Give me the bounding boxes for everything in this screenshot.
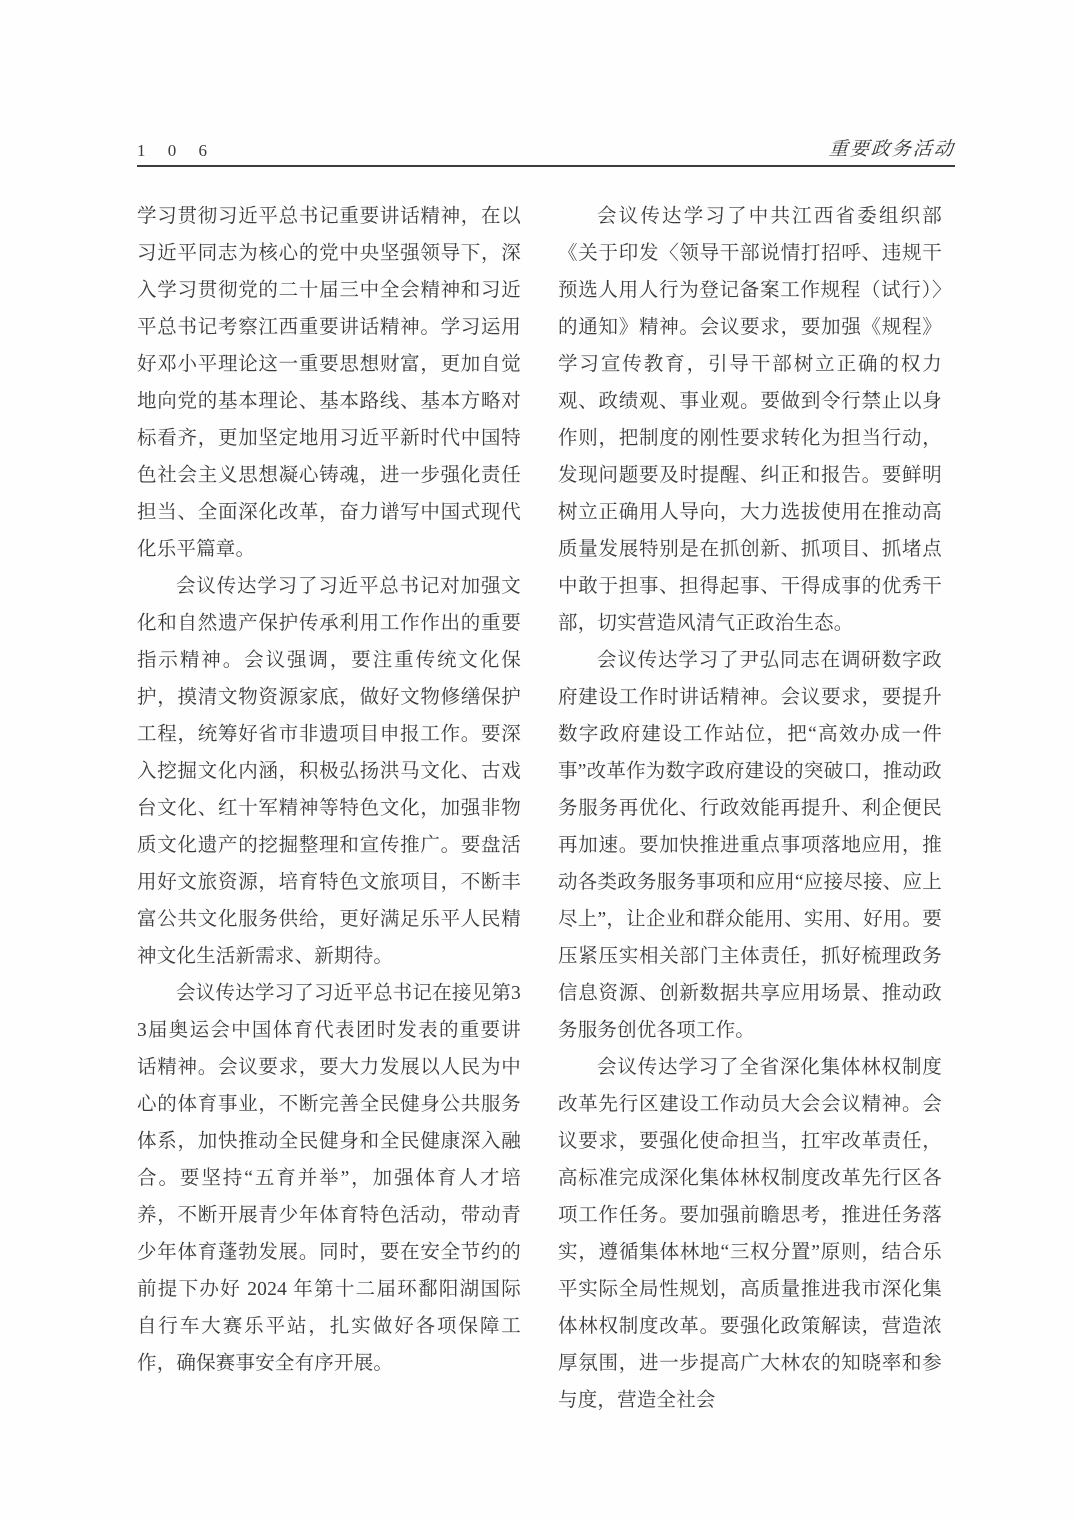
two-column-body (137, 198, 942, 1419)
page-header (137, 133, 955, 167)
page-number: 1 0 6 (137, 141, 216, 160)
paragraph: 会议传达学习了尹弘同志在调研数字政府建设工作时讲话精神。会议要求，要提升数字政府建设工作站位，把“高效办成一件事”改革作为数字政府建设的突破口，推动政务服务再优化、行政效能再提升、利企便民再加速。要加快推进重点事项落地应用，推动各类政务服务事项和应用“应接尽接、应上尽上”，让企业和群众能用、实用、好用。要压紧压实相关部门主体责任，抓好梳理政务信息资源、创新数据共享应用场景、推动政务服务创优各项工作。 (558, 650, 942, 1041)
paragraph: 会议传达学习了习近平总书记对加强文化和自然遗产保护传承利用工作作出的重要指示精神。会议强调，要注重传统文化保护，摸清文物资源家底，做好文物修缮保护工程，统筹好省市非遗项目申报工作。要深入挖掘文化内涵，积极弘扬洪马文化、古戏台文化、红十军精神等特色文化，加强非物质文化遗产的挖掘整理和宣传推广。要盘活用好文旅资源，培育特色文旅项目，不断丰富公共文化服务供给，更好满足乐平人民精神文化生活新需求、新期待。 (137, 576, 521, 967)
right-column (558, 198, 942, 1419)
left-column (137, 198, 521, 1419)
paragraph-continuation: 学习贯彻习近平总书记重要讲话精神，在以习近平同志为核心的党中央坚强领导下，深入学习贯彻党的二十届三中全会精神和习近平总书记考察江西重要讲话精神。学习运用好邓小平理论这一重要思想财富，更加自觉地向党的基本理论、基本路线、基本方略对标看齐，更加坚定地用习近平新时代中国特色社会主义思想凝心铸魂，进一步强化责任担当、全面深化改革，奋力谱写中国式现代化乐平篇章。 (137, 206, 521, 560)
paragraph: 会议传达学习了全省深化集体林权制度改革先行区建设工作动员大会会议精神。会议要求，要强化使命担当，扛牢改革责任，高标准完成深化集体林权制度改革先行区各项工作任务。要加强前瞻思考，推进任务落实，遵循集体林地“三权分置”原则，结合乐平实际全局性规划，高质量推进我市深化集体林权制度改革。要强化政策解读，营造浓厚氛围，进一步提高广大林农的知晓率和参与度，营造全社会 (558, 1057, 942, 1411)
section-title: 重要政务活动 (828, 139, 956, 160)
paragraph: 会议传达学习了习近平总书记在接见第33届奥运会中国体育代表团时发表的重要讲话精神。会议要求，要大力发展以人民为中心的体育事业，不断完善全民健身公共服务体系，加快推动全民健身和全民健康深入融合。要坚持“五育并举”，加强体育人才培养，不断开展青少年体育特色活动，带动青少年体育蓬勃发展。同时，要在安全节约的前提下办好 2024 年第十二届环鄱阳湖国际自行车大赛乐平站，扎实做好各项保障工作，确保赛事安全有序开展。 (137, 983, 521, 1374)
paragraph: 会议传达学习了中共江西省委组织部《关于印发〈领导干部说情打招呼、违规干预选人用人行为登记备案工作规程（试行）〉的通知》精神。会议要求，要加强《规程》学习宣传教育，引导干部树立正确的权力观、政绩观、事业观。要做到令行禁止以身作则，把制度的刚性要求转化为担当行动，发现问题要及时提醒、纠正和报告。要鲜明树立正确用人导向，大力选拔使用在推动高质量发展特别是在抓创新、抓项目、抓堵点中敢于担事、担得起事、干得成事的优秀干部，切实营造风清气正政治生态。 (558, 206, 942, 634)
